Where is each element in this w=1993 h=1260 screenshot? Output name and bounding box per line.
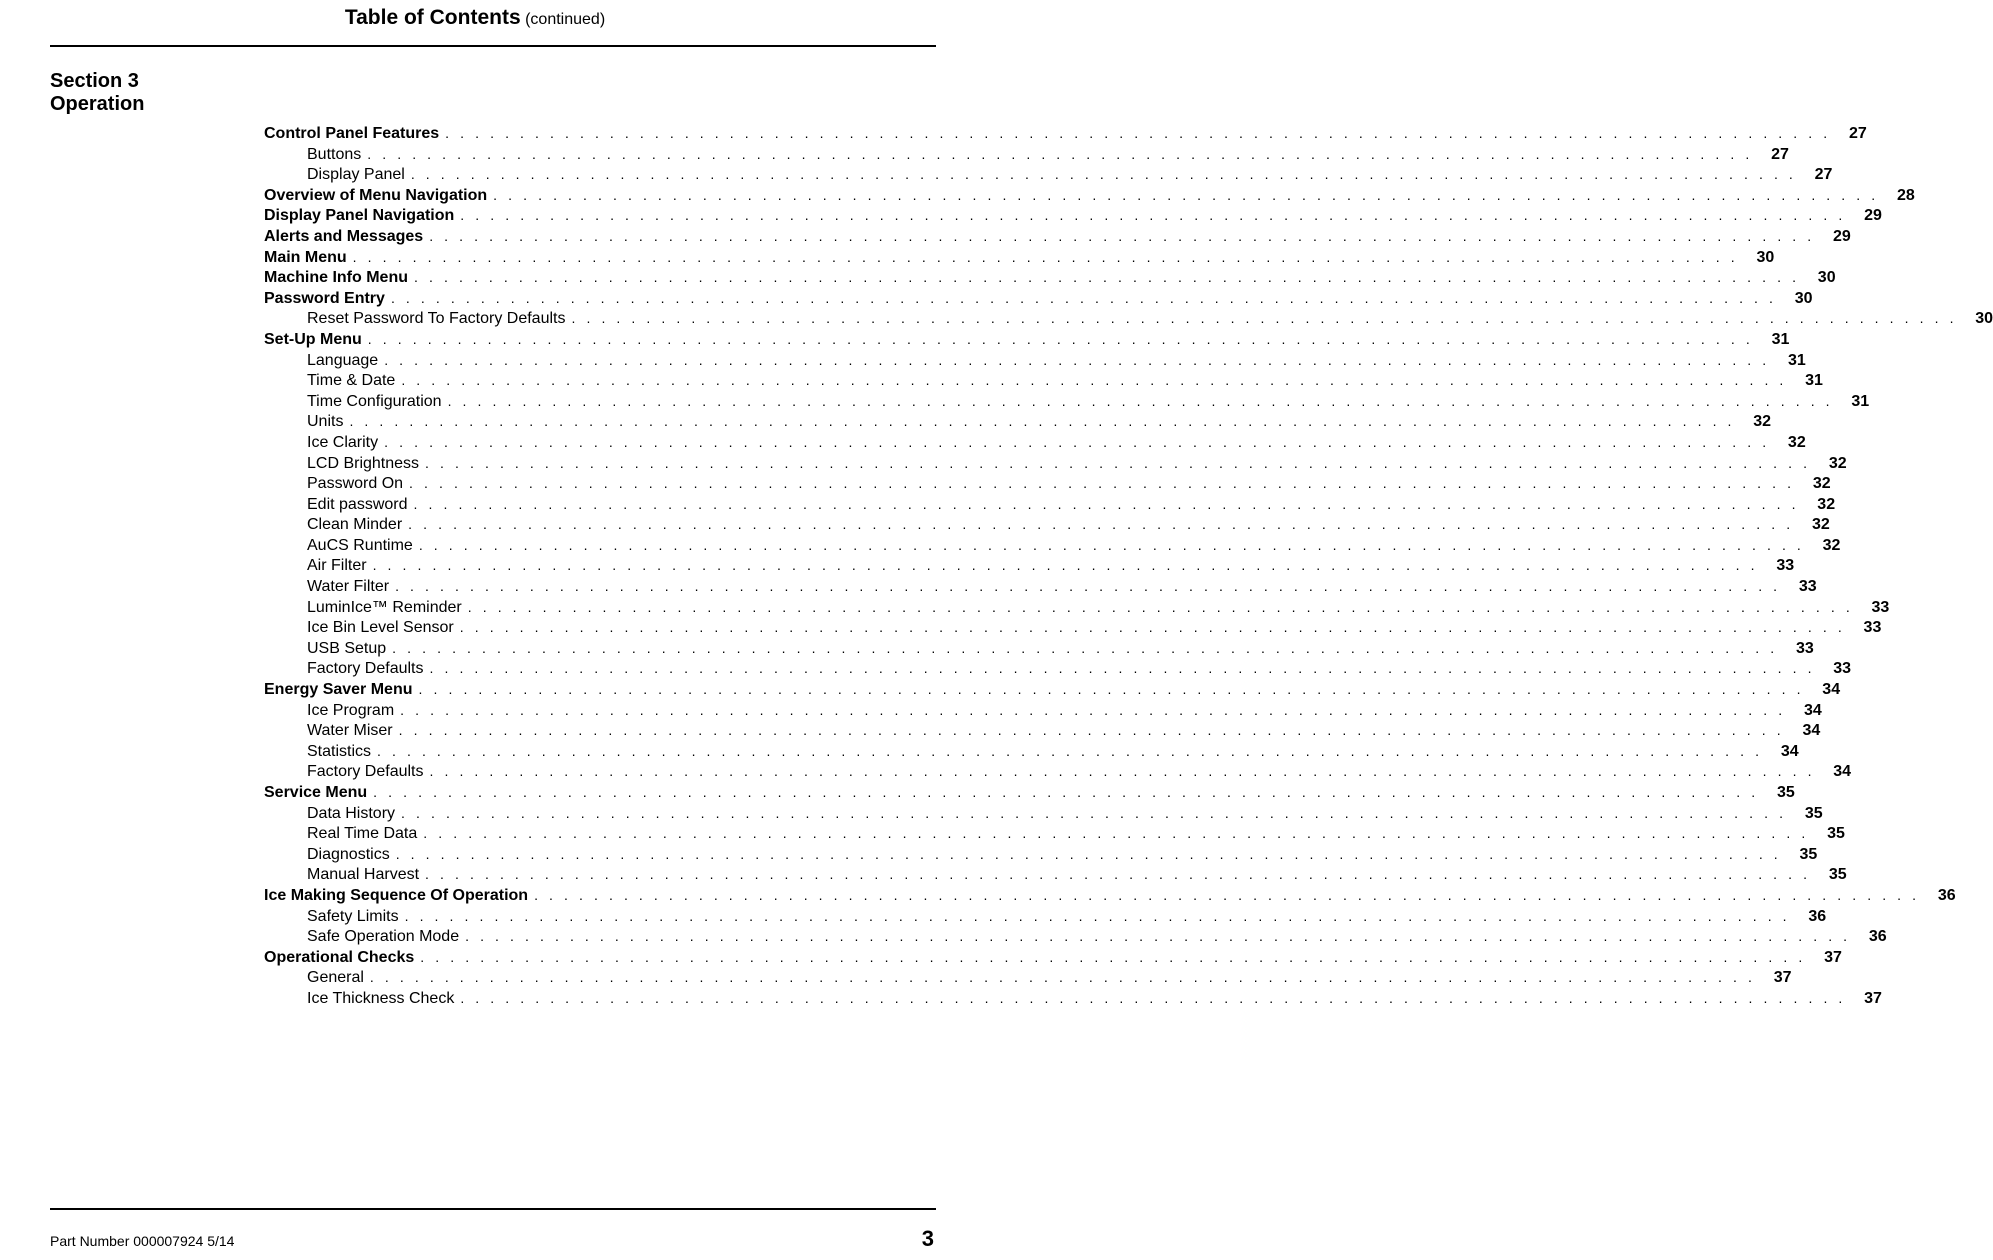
dot-leader: . . . . . . . . . . . . . . . . . . . . . . . . . . . . . . . . . . . . . . . . . . . . . . . . . . . . . . . . . . . . . . . . . . . . . . . . . . . . . . . . . . . . . . . . . . . . .: [534, 886, 1920, 903]
page-number: 3: [921, 1226, 934, 1251]
footer-rule: [50, 1208, 936, 1210]
toc-entry-page: 35: [1799, 845, 1818, 863]
dot-leader: . . . . . . . . . . . . . . . . . . . . . . . . . . . . . . . . . . . . . . . . . . . . . . . . . . . . . . . . . . . . . . . . . . . . . . . . . . . . . . . . . . . . . . . . . . . . .: [395, 845, 1782, 862]
toc-entry-page: 30: [1756, 248, 1775, 266]
dot-leader: . . . . . . . . . . . . . . . . . . . . . . . . . . . . . . . . . . . . . . . . . . . . . . . . . . . . . . . . . . . . . . . . . . . . . . . . . . . . . . . . . . . . . . . . . . . . .: [429, 660, 1816, 677]
toc-entry-page: 27: [1814, 166, 1833, 184]
toc-entry[interactable]: [264, 411, 1772, 432]
toc-entry-label: Reset Password To Factory Defaults: [307, 310, 566, 328]
toc-entry[interactable]: [264, 247, 1775, 268]
page-header: [0, 6, 950, 30]
toc-entry[interactable]: [264, 720, 1821, 741]
toc-entry-page: 37: [1773, 969, 1792, 987]
toc-entry-page: 31: [1805, 372, 1823, 390]
toc-entry[interactable]: [264, 494, 1836, 515]
toc-entry-label: Display Panel: [307, 166, 405, 184]
toc-entry-label: Overview of Menu Navigation: [264, 186, 488, 204]
toc-entry-label: Real Time Data: [307, 825, 418, 843]
toc-entry-label: Service Menu: [264, 784, 368, 801]
toc-entry-page: 31: [1787, 351, 1806, 369]
dot-leader: . . . . . . . . . . . . . . . . . . . . . . . . . . . . . . . . . . . . . . . . . . . . . . . . . . . . . . . . . . . . . . . . . . . . . . . . . . . . . . . . . . . . . . . . . . . . .: [384, 433, 1770, 450]
toc-entry-label: LCD Brightness: [307, 454, 420, 472]
toc-entry-page: 33: [1776, 557, 1795, 575]
toc-entry-label: Data History: [307, 804, 396, 822]
toc-entry-page: 32: [1822, 536, 1841, 554]
toc-entry[interactable]: [264, 823, 1845, 844]
toc-entry[interactable]: [264, 288, 1813, 309]
toc-entry-page: 32: [1812, 475, 1831, 493]
toc-entry-label: Ice Thickness Check: [307, 989, 455, 1007]
dot-leader: . . . . . . . . . . . . . . . . . . . . . . . . . . . . . . . . . . . . . . . . . . . . . . . . . . . . . . . . . . . . . . . . . . . . . . . . . . . . . . . . . . . . . . . . . . . . .: [349, 413, 1736, 430]
toc-entry[interactable]: [264, 123, 1867, 144]
toc-entry-page: 31: [1851, 392, 1870, 410]
section-name: Operation: [50, 93, 145, 115]
toc-entry-page: 35: [1776, 784, 1795, 801]
dot-leader: . . . . . . . . . . . . . . . . . . . . . . . . . . . . . . . . . . . . . . . . . . . . . . . . . . . . . . . . . . . . . . . . . . . . . . . . . . . . . . . . . . . . . . . . . . . . .: [425, 454, 1811, 471]
toc-entry[interactable]: [264, 267, 1836, 288]
dot-leader: . . . . . . . . . . . . . . . . . . . . . . . . . . . . . . . . . . . . . . . . . . . . . . . . . . . . . . . . . . . . . . . . . . . . . . . . . . . . . . . . . . . . . . . . . . . . .: [571, 310, 1958, 327]
toc-entry[interactable]: [264, 185, 1915, 206]
dot-leader: . . . . . . . . . . . . . . . . . . . . . . . . . . . . . . . . . . . . . . . . . . . . . . . . . . . . . . . . . . . . . . . . . . . . . . . . . . . . . . . . . . . . . . . . . . . . .: [373, 784, 1759, 800]
toc-entry[interactable]: [264, 967, 1792, 988]
dot-leader: . . . . . . . . . . . . . . . . . . . . . . . . . . . . . . . . . . . . . . . . . . . . . . . . . . . . . . . . . . . . . . . . . . . . . . . . . . . . . . . . . . . . . . . . . . . . .: [410, 166, 1797, 183]
dot-leader: . . . . . . . . . . . . . . . . . . . . . . . . . . . . . . . . . . . . . . . . . . . . . . . . . . . . . . . . . . . . . . . . . . . . . . . . . . . . . . . . . . . . . . . . . . . . .: [367, 145, 1753, 162]
toc-entry-page: 36: [1937, 886, 1956, 904]
toc-entry[interactable]: [264, 803, 1823, 824]
toc-entry-page: 33: [1871, 598, 1890, 616]
toc-entry-label: Safety Limits: [307, 907, 399, 925]
dot-leader: . . . . . . . . . . . . . . . . . . . . . . . . . . . . . . . . . . . . . . . . . . . . . . . . . . . . . . . . . . . . . . . . . . . . . . . . . . . . . . . . . . . . . . . . . . . . .: [352, 248, 1739, 265]
toc-entry-label: Main Menu: [264, 248, 347, 266]
toc-entry-page: 31: [1771, 330, 1790, 348]
toc-entry-page: 34: [1802, 722, 1821, 740]
toc-entry[interactable]: [264, 164, 1833, 185]
toc-entry-page: 36: [1808, 907, 1827, 925]
toc-entry-page: 28: [1896, 186, 1915, 204]
dot-leader: . . . . . . . . . . . . . . . . . . . . . . . . . . . . . . . . . . . . . . . . . . . . . . . . . . . . . . . . . . . . . . . . . . . . . . . . . . . . . . . . . . . . . . . . . . . . .: [465, 928, 1851, 945]
toc-entry-label: Ice Program: [307, 701, 395, 719]
dot-leader: . . . . . . . . . . . . . . . . . . . . . . . . . . . . . . . . . . . . . . . . . . . . . . . . . . . . . . . . . . . . . . . . . . . . . . . . . . . . . . . . . . . . . . . . . . . . .: [447, 392, 1834, 409]
toc-entry-label: Control Panel Features: [264, 125, 440, 142]
dot-leader: . . . . . . . . . . . . . . . . . . . . . . . . . . . . . . . . . . . . . . . . . . . . . . . . . . . . . . . . . . . . . . . . . . . . . . . . . . . . . . . . . . . . . . . . . . . . .: [369, 969, 1756, 986]
toc-entry-page: 32: [1811, 516, 1830, 534]
toc-entry-page: 34: [1780, 742, 1799, 760]
toc-entry[interactable]: [264, 308, 1993, 329]
toc-entry[interactable]: [264, 844, 1818, 865]
toc-entry[interactable]: [264, 576, 1817, 597]
dot-leader: . . . . . . . . . . . . . . . . . . . . . . . . . . . . . . . . . . . . . . . . . . . . . . . . . . . . . . . . . . . . . . . . . . . . . . . . . . . . . . . . . . . . . . . . . . . . .: [414, 269, 1800, 286]
dot-leader: . . . . . . . . . . . . . . . . . . . . . . . . . . . . . . . . . . . . . . . . . . . . . . . . . . . . . . . . . . . . . . . . . . . . . . . . . . . . . . . . . . . . . . . . . . . . .: [418, 536, 1805, 553]
dot-leader: . . . . . . . . . . . . . . . . . . . . . . . . . . . . . . . . . . . . . . . . . . . . . . . . . . . . . . . . . . . . . . . . . . . . . . . . . . . . . . . . . . . . . . . . . . . . .: [408, 516, 1794, 533]
toc-entry-label: Factory Defaults: [307, 660, 424, 678]
dot-leader: . . . . . . . . . . . . . . . . . . . . . . . . . . . . . . . . . . . . . . . . . . . . . . . . . . . . . . . . . . . . . . . . . . . . . . . . . . . . . . . . . . . . . . . . . . . . .: [467, 598, 1854, 615]
toc-entry-label: Machine Info Menu: [264, 269, 408, 287]
toc-entry-label: Manual Harvest: [307, 866, 420, 884]
dot-leader: . . . . . . . . . . . . . . . . . . . . . . . . . . . . . . . . . . . . . . . . . . . . . . . . . . . . . . . . . . . . . . . . . . . . . . . . . . . . . . . . . . . . . . . . . . . . .: [401, 372, 1787, 389]
toc-entry-label: Edit password: [307, 495, 408, 513]
toc-entry[interactable]: [264, 555, 1795, 576]
dot-leader: . . . . . . . . . . . . . . . . . . . . . . . . . . . . . . . . . . . . . . . . . . . . . . . . . . . . . . . . . . . . . . . . . . . . . . . . . . . . . . . . . . . . . . . . . . . . .: [404, 907, 1791, 924]
toc-entry-page: 32: [1787, 433, 1806, 451]
toc-entry-label: Buttons: [307, 145, 362, 163]
toc-entry-label: Air Filter: [307, 557, 367, 575]
toc-list: [264, 123, 1993, 1009]
toc-entry-label: Statistics: [307, 742, 372, 760]
toc-entry-page: 33: [1833, 660, 1852, 678]
dot-leader: . . . . . . . . . . . . . . . . . . . . . . . . . . . . . . . . . . . . . . . . . . . . . . . . . . . . . . . . . . . . . . . . . . . . . . . . . . . . . . . . . . . . . . . . . . . . .: [425, 866, 1811, 883]
toc-entry-page: 30: [1975, 310, 1993, 328]
dot-leader: . . . . . . . . . . . . . . . . . . . . . . . . . . . . . . . . . . . . . . . . . . . . . . . . . . . . . . . . . . . . . . . . . . . . . . . . . . . . . . . . . . . . . . . . . . . . .: [372, 557, 1759, 574]
toc-entry[interactable]: [264, 617, 1882, 638]
dot-leader: . . . . . . . . . . . . . . . . . . . . . . . . . . . . . . . . . . . . . . . . . . . . . . . . . . . . . . . . . . . . . . . . . . . . . . . . . . . . . . . . . . . . . . . . . . . . .: [460, 989, 1846, 1006]
toc-entry-label: Time & Date: [307, 372, 396, 390]
toc-entry-page: 33: [1795, 639, 1814, 657]
toc-entry[interactable]: [264, 947, 1842, 968]
dot-leader: . . . . . . . . . . . . . . . . . . . . . . . . . . . . . . . . . . . . . . . . . . . . . . . . . . . . . . . . . . . . . . . . . . . . . . . . . . . . . . . . . . . . . . . . . . . . .: [395, 578, 1781, 595]
toc-entry[interactable]: [264, 432, 1806, 453]
toc-entry-page: 30: [1817, 269, 1836, 287]
dot-leader: . . . . . . . . . . . . . . . . . . . . . . . . . . . . . . . . . . . . . . . . . . . . . . . . . . . . . . . . . . . . . . . . . . . . . . . . . . . . . . . . . . . . . . . . . . . . .: [429, 227, 1815, 244]
dot-leader: . . . . . . . . . . . . . . . . . . . . . . . . . . . . . . . . . . . . . . . . . . . . . . . . . . . . . . . . . . . . . . . . . . . . . . . . . . . . . . . . . . . . . . . . . . . . .: [398, 722, 1785, 739]
dot-leader: . . . . . . . . . . . . . . . . . . . . . . . . . . . . . . . . . . . . . . . . . . . . . . . . . . . . . . . . . . . . . . . . . . . . . . . . . . . . . . . . . . . . . . . . . . . . .: [429, 763, 1816, 780]
toc-entry-label: Units: [307, 413, 344, 431]
dot-leader: . . . . . . . . . . . . . . . . . . . . . . . . . . . . . . . . . . . . . . . . . . . . . . . . . . . . . . . . . . . . . . . . . . . . . . . . . . . . . . . . . . . . . . . . . . . . .: [409, 475, 1795, 492]
dot-leader: . . . . . . . . . . . . . . . . . . . . . . . . . . . . . . . . . . . . . . . . . . . . . . . . . . . . . . . . . . . . . . . . . . . . . . . . . . . . . . . . . . . . . . . . . . . . .: [392, 639, 1778, 656]
toc-entry-label: Ice Making Sequence Of Operation: [264, 886, 529, 904]
toc-entry-page: 29: [1832, 227, 1851, 245]
toc-entry-page: 35: [1828, 866, 1847, 884]
toc-entry-label: AuCS Runtime: [307, 536, 413, 554]
toc-entry-label: Factory Defaults: [307, 763, 424, 781]
toc-entry-page: 36: [1868, 928, 1887, 946]
toc-entry-label: Alerts and Messages: [264, 227, 424, 245]
toc-entry-page: 27: [1771, 145, 1789, 163]
toc-entry[interactable]: [264, 473, 1831, 494]
toc-entry[interactable]: [264, 761, 1852, 782]
dot-leader: . . . . . . . . . . . . . . . . . . . . . . . . . . . . . . . . . . . . . . . . . . . . . . . . . . . . . . . . . . . . . . . . . . . . . . . . . . . . . . . . . . . . . . . . . . . . .: [459, 619, 1846, 636]
toc-entry[interactable]: [264, 988, 1882, 1009]
toc-entry[interactable]: [264, 453, 1847, 474]
toc-entry[interactable]: [264, 144, 1789, 165]
toc-entry-page: 37: [1824, 948, 1842, 966]
toc-entry[interactable]: [264, 864, 1847, 885]
toc-entry-label: Password On: [307, 475, 404, 493]
toc-entry-page: 34: [1822, 681, 1841, 699]
dot-leader: . . . . . . . . . . . . . . . . . . . . . . . . . . . . . . . . . . . . . . . . . . . . . . . . . . . . . . . . . . . . . . . . . . . . . . . . . . . . . . . . . . . . . . . . . . . . .: [445, 125, 1831, 141]
section-number: Section 3: [50, 70, 139, 92]
toc-entry-page: 34: [1833, 763, 1852, 781]
toc-entry[interactable]: [264, 700, 1822, 721]
part-number: Part Number 000007924 5/14: [50, 1233, 235, 1249]
toc-entry[interactable]: [264, 350, 1806, 371]
dot-leader: . . . . . . . . . . . . . . . . . . . . . . . . . . . . . . . . . . . . . . . . . . . . . . . . . . . . . . . . . . . . . . . . . . . . . . . . . . . . . . . . . . . . . . . . . . . . .: [390, 289, 1777, 306]
dot-leader: . . . . . . . . . . . . . . . . . . . . . . . . . . . . . . . . . . . . . . . . . . . . . . . . . . . . . . . . . . . . . . . . . . . . . . . . . . . . . . . . . . . . . . . . . . . . .: [420, 948, 1806, 965]
toc-entry-page: 32: [1753, 413, 1772, 431]
dot-leader: . . . . . . . . . . . . . . . . . . . . . . . . . . . . . . . . . . . . . . . . . . . . . . . . . . . . . . . . . . . . . . . . . . . . . . . . . . . . . . . . . . . . . . . . . . . . .: [413, 495, 1800, 512]
toc-entry-label: General: [307, 969, 364, 987]
toc-entry-label: Ice Bin Level Sensor: [307, 619, 454, 637]
toc-entry-label: Water Miser: [307, 722, 393, 740]
toc-entry-label: LuminIce™ Reminder: [307, 598, 462, 616]
toc-entry-page: 32: [1828, 454, 1847, 472]
toc-entry[interactable]: [264, 885, 1956, 906]
toc-entry-page: 27: [1848, 125, 1867, 142]
toc-entry[interactable]: [264, 514, 1830, 535]
toc-entry-label: Diagnostics: [307, 845, 390, 863]
toc-entry-label: Display Panel Navigation: [264, 207, 455, 225]
toc-entry-page: 35: [1804, 804, 1823, 822]
toc-entry-label: Time Configuration: [307, 392, 442, 410]
toc-entry-page: 32: [1817, 495, 1836, 513]
toc-entry-label: USB Setup: [307, 639, 387, 657]
dot-leader: . . . . . . . . . . . . . . . . . . . . . . . . . . . . . . . . . . . . . . . . . . . . . . . . . . . . . . . . . . . . . . . . . . . . . . . . . . . . . . . . . . . . . . . . . . . . .: [401, 804, 1787, 821]
toc-entry-page: 30: [1794, 289, 1813, 307]
toc-entry-label: Set-Up Menu: [264, 330, 362, 348]
toc-entry-page: 29: [1864, 207, 1882, 225]
toc-entry[interactable]: [264, 329, 1790, 350]
toc-entry[interactable]: [264, 906, 1827, 927]
toc-entry-label: Language: [307, 351, 379, 369]
dot-leader: . . . . . . . . . . . . . . . . . . . . . . . . . . . . . . . . . . . . . . . . . . . . . . . . . . . . . . . . . . . . . . . . . . . . . . . . . . . . . . . . . . . . . . . . . . . . .: [384, 351, 1770, 368]
dot-leader: . . . . . . . . . . . . . . . . . . . . . . . . . . . . . . . . . . . . . . . . . . . . . . . . . . . . . . . . . . . . . . . . . . . . . . . . . . . . . . . . . . . . . . . . . . . . .: [400, 701, 1786, 718]
toc-entry-page: 34: [1803, 701, 1822, 719]
toc-entry[interactable]: [264, 370, 1823, 391]
toc-entry[interactable]: [264, 535, 1841, 556]
toc-entry-label: Energy Saver Menu: [264, 681, 413, 699]
toc-entry-page: 35: [1827, 825, 1845, 843]
toc-entry-page: 33: [1798, 578, 1817, 596]
toc-entry[interactable]: [264, 638, 1814, 659]
toc-entry[interactable]: [264, 391, 1870, 412]
toc-entry-label: Water Filter: [307, 578, 390, 596]
toc-entry-label: Ice Clarity: [307, 433, 379, 451]
dot-leader: . . . . . . . . . . . . . . . . . . . . . . . . . . . . . . . . . . . . . . . . . . . . . . . . . . . . . . . . . . . . . . . . . . . . . . . . . . . . . . . . . . . . . . . . . . . . .: [418, 681, 1805, 698]
toc-entry[interactable]: [264, 658, 1852, 679]
toc-entry[interactable]: [264, 926, 1887, 947]
dot-leader: . . . . . . . . . . . . . . . . . . . . . . . . . . . . . . . . . . . . . . . . . . . . . . . . . . . . . . . . . . . . . . . . . . . . . . . . . . . . . . . . . . . . . . . . . . . . .: [377, 742, 1763, 759]
toc-entry-label: Operational Checks: [264, 948, 415, 966]
header-rule: [50, 45, 936, 47]
dot-leader: . . . . . . . . . . . . . . . . . . . . . . . . . . . . . . . . . . . . . . . . . . . . . . . . . . . . . . . . . . . . . . . . . . . . . . . . . . . . . . . . . . . . . . . . . . . . .: [423, 825, 1809, 842]
dot-leader: . . . . . . . . . . . . . . . . . . . . . . . . . . . . . . . . . . . . . . . . . . . . . . . . . . . . . . . . . . . . . . . . . . . . . . . . . . . . . . . . . . . . . . . . . . . . .: [367, 330, 1754, 347]
page-subtitle: (continued): [525, 11, 606, 28]
toc-entry-label: Clean Minder: [307, 516, 403, 534]
toc-entry[interactable]: [264, 679, 1841, 700]
section-heading: [50, 70, 144, 116]
toc-entry-label: Safe Operation Mode: [307, 928, 460, 946]
toc-entry[interactable]: [264, 741, 1799, 762]
toc-entry[interactable]: [264, 782, 1795, 803]
toc-entry-page: 37: [1864, 989, 1882, 1007]
toc-entry[interactable]: [264, 597, 1890, 618]
toc-entry-label: Password Entry: [264, 289, 385, 307]
dot-leader: . . . . . . . . . . . . . . . . . . . . . . . . . . . . . . . . . . . . . . . . . . . . . . . . . . . . . . . . . . . . . . . . . . . . . . . . . . . . . . . . . . . . . . . . . . . . .: [493, 186, 1879, 203]
toc-entry[interactable]: [264, 205, 1882, 226]
page-title: Table of Contents: [344, 6, 521, 29]
toc-entry[interactable]: [264, 226, 1851, 247]
toc-entry-page: 33: [1863, 619, 1882, 637]
dot-leader: . . . . . . . . . . . . . . . . . . . . . . . . . . . . . . . . . . . . . . . . . . . . . . . . . . . . . . . . . . . . . . . . . . . . . . . . . . . . . . . . . . . . . . . . . . . . .: [460, 207, 1846, 224]
